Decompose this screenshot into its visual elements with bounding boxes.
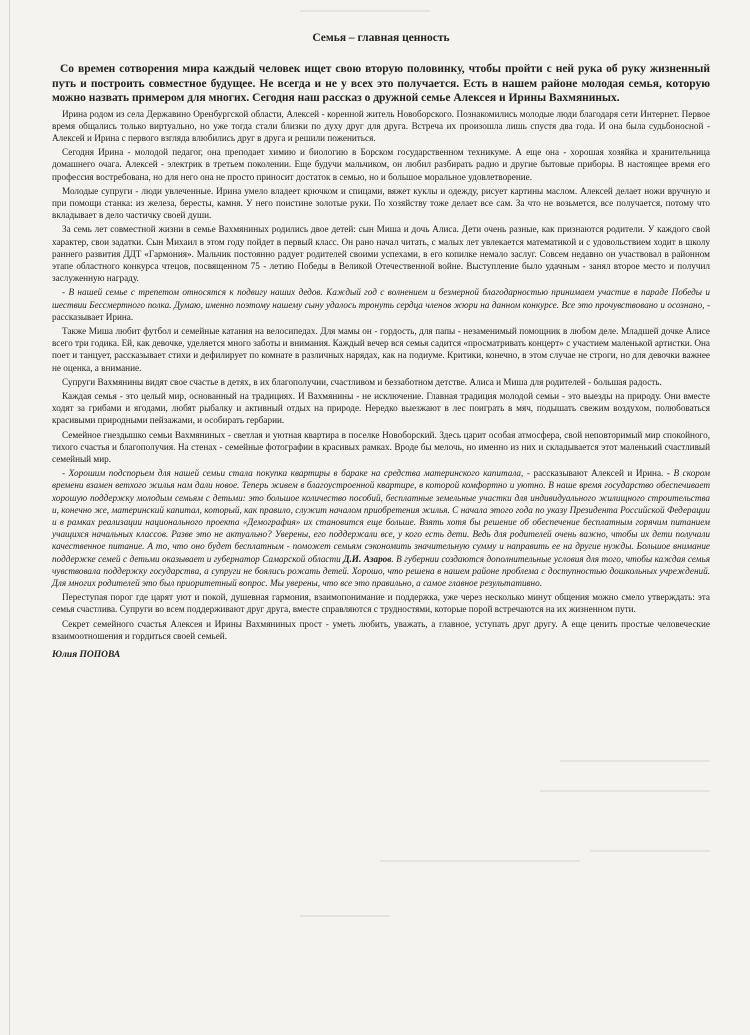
bleed-through xyxy=(380,860,580,862)
bleed-through xyxy=(560,760,710,762)
paragraph: За семь лет совместной жизни в семье Вахмяниных родились двое детей: сын Миша и дочь Алиса. Дети очень разные, как признаются родители. У каждого свой характер, свои задатки. Сын Михаил в этом году пойдет в первый класс. Он рано начал читать, с малых лет увлекается математикой и с удовольствием ходит в школу раннего развития ДДТ «Гармония». Мальчик постоянно радует родителей своими успехами, в его копилке немало заслуг. Совсем недавно он участвовал в районном этапе областного конкурса чтецов, посвященном 75 - летию Победы в Великой Отечественной войне. Выступление было удачным - занял второе место и получил заслуженную награду. xyxy=(52,224,710,284)
quote-text: - Хорошим подспорьем для нашей семьи стала покупка квартиры в бараке на средства материнского капитала, xyxy=(62,468,524,479)
bleed-through xyxy=(590,850,710,852)
paragraph: Переступая порог где царят уют и покой, душевная гармония, взаимопонимание и поддержка, уже через несколько минут общения можно смело утверждать: эта семья счастлива. Супруги во всем поддерживают друг друга, вместе справляются с трудностями, которые порой встречаются на их жизненном пути. xyxy=(52,592,710,615)
paragraph: Ирина родом из села Державино Оренбургской области, Алексей - коренной житель Новоборского. Познакомились молодые люди благодаря сети Интернет. Первое время общались только виртуально, но уже тогда стали близки по духу друг для друга. Встреча их произошла лишь спустя два года. И она была судьбоносной - Алексей и Ирина с первого взгляда влюбились друг в друга и решили пожениться. xyxy=(52,108,710,143)
quote-attribution: - рассказывают Алексей и Ирина. xyxy=(523,468,667,479)
paragraph: Супруги Вахмянины видят свое счастье в детях, в их благополучии, счастливом и беззаботном детстве. Алиса и Миша для родителей - большая радость. xyxy=(62,376,662,387)
article-lead: Со времен сотворения мира каждый человек ищет свою вторую половинку, чтобы пройти с ней рука об руку жизненный путь и построить совместное будущее. Не всегда и не у всех это получается. Есть в нашем районе молодая семья, которую можно назвать примером для многих. Сегодня наш рассказ о дружной семье Алексея и Ирины Вахмяниных. xyxy=(52,63,710,104)
paragraph: Молодые супруги - люди увлеченные. Ирина умело владеет крючком и спицами, вяжет куклы и одежду, рисует картины маслом. Алексей делает ножи вручную и при помощи станка: из железа, бересты, камня. У него поистине золотые руки. По хозяйству тоже делает все сам. За что не возьмется, все получается, потому что вкладывает в дело частичку своей души. xyxy=(52,185,710,221)
quote-text: - В скором времени взамен ветхого жилья нам дали новое. Теперь живем в благоустроенной квартире, в которой комфортно и уютно. В наше время государство обеспечивает хорошую поддержку молодым семьям с детьми: это большое количество пособий, бесплатные земельные участки для индивидуального жилищного строительства и, конечно же, материнский капитал, который, как правило, служит началом приобретения жилья. С начала этого года по указу Президента Российской Федерации и в рамках реализации национального проекта «Демография» их становится еще больше. Взять хотя бы решение об обеспечение бесплатным горячим питанием учащихся начальных классов. Разве это не актуально? Уверены, его поддержали все, у кого есть дети. Ведь для родителей очень важно, чтобы их дети получали качественное питание. А то, что оно будет бесплатным - поможет семьям сэкономить значительную сумму и направить ее на другие нужды. Большое внимание поддержке семей с детьми оказывает и губернатор Самарской области xyxy=(52,468,710,564)
author-signature: Юлия ПОПОВА xyxy=(52,650,121,661)
bleed-through xyxy=(300,10,430,12)
bleed-through xyxy=(300,915,390,917)
quote-text: - В нашей семье с трепетом относятся к подвигу наших дедов. Каждый год с волнением и безмерной благодарностью принимаем участие в параде Победы и шествии Бессмертного полка. Думаю, именно поэтому нашему сыну удалось тронуть сердца членов жюри на данном конкурсе. Все это прочувствовано и осознано, xyxy=(52,287,710,310)
paragraph: Также Миша любит футбол и семейные катания на велосипедах. Для мамы он - гордость, для папы - незаменимый помощник в любом деле. Младшей дочке Алисе всего три годика. Ей, как девочке, уделяется много заботы и внимания. Каждый вечер вся семья садится «просматривать концерт» с участием маленькой артистки. Она поет и танцует, рассказывает стихи и дефилирует по комнате в различных нарядах, как на подиуме. Критики, конечно, в этом случае не строги, но для девочки важнее не оценка, а внимание. xyxy=(52,325,710,373)
paragraph: Секрет семейного счастья Алексея и Ирины Вахмяниных прост - уметь любить, уважать, а главное, уступать друг другу. А еще ценить простые человеческие взаимоотношения и гордиться своей семьей. xyxy=(52,618,710,641)
paragraph: Сегодня Ирина - молодой педагог, она преподает химию и биологию в Борском государственном техникуме. А еще она - хорошая хозяйка и хранительница домашнего очага. Алексей - электрик в третьем поколении. Еще будучи мальчиком, он любил разбирать радио и другие бытовые приборы. В настоящее время его профессия востребована, но для него она не просто приносит достаток в семью, но и большое моральное удовлетворение. xyxy=(52,147,710,182)
quote-paragraph xyxy=(52,286,710,323)
governor-name: Д.И. Азаров xyxy=(343,553,392,564)
scan-edge xyxy=(9,0,10,1035)
paragraph: Каждая семья - это целый мир, основанный на традициях. И Вахмянины - не исключение. Главная традиция молодой семьи - это выезды на природу. Они вместе ходят за грибами и ягодами, любят рыбалку и активный отдых на природе. Нередко выезжают в лес поиграть в мяч, подышать свежим воздухом, полюбоваться красивыми природными пейзажами, и особирать гербарии. xyxy=(52,390,710,426)
quote-paragraph xyxy=(52,467,710,589)
article-title: Семья – главная ценность xyxy=(312,32,450,44)
quote-text: . В губернии создаются дополнительные условия для того, чтобы каждая семья чувствовала поддержку государства, а супруги не боялись рожать детей. Хорошо, что решена в нашем районе проблема с доступностью дошкольных учреждений. Для многих родителей это был приоритетный вопрос. Мы уверены, что все это правильно, а самое главное результативно. xyxy=(52,553,710,589)
paragraph: Семейное гнездышко семьи Вахмяниных - светлая и уютная квартира в поселке Новоборский. Здесь царит особая атмосфера, свой неповторимый мир спокойного, тихого счастья и благополучия. На стенах - семейные фотографии в красивых рамках. Вроде бы мелочь, но именно из них и складывается этот маленький счастливый семейный мир. xyxy=(52,429,710,464)
bleed-through xyxy=(540,790,710,792)
quote-attribution: - рассказывает Ирина. xyxy=(52,299,711,322)
article xyxy=(52,32,710,660)
